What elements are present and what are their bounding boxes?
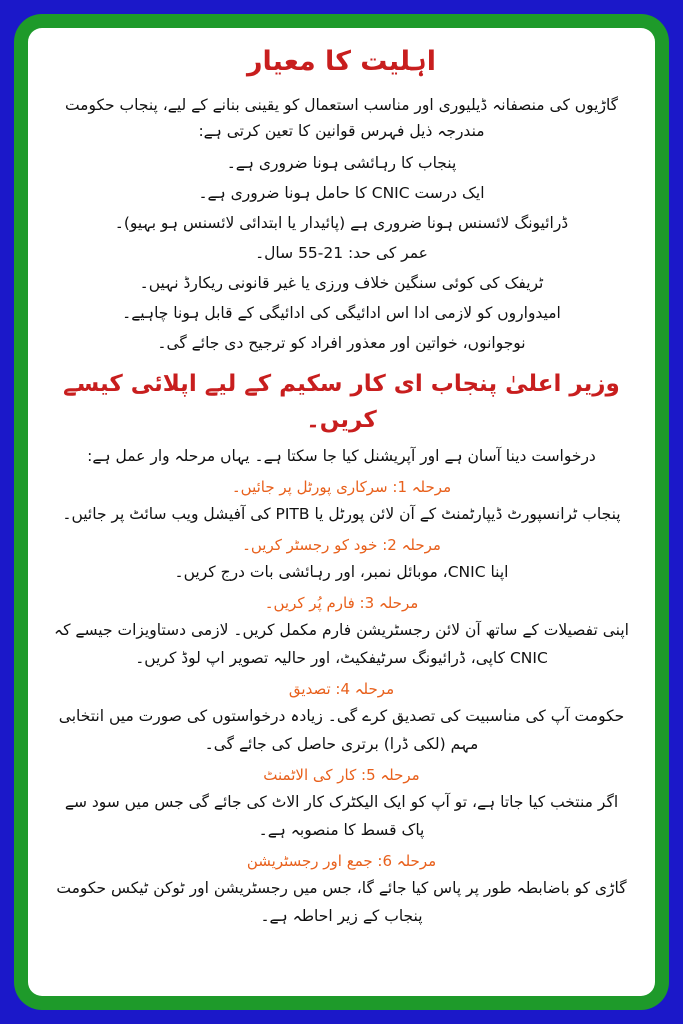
step-title: مرحلہ 1: سرکاری پورٹل پر جائیں۔ bbox=[231, 478, 452, 496]
steps-list bbox=[46, 474, 637, 930]
page-title: اہلیت کا معیار bbox=[247, 46, 436, 77]
apply-intro: درخواست دینا آسان ہے اور آپریشنل کیا جا سکتا ہے۔ یہاں مرحلہ وار عمل ہے: bbox=[87, 447, 596, 465]
criteria-item: ٹریفک کی کوئی سنگین خلاف ورزی یا غیر قانونی ریکارڈ نہیں۔ bbox=[139, 274, 544, 292]
criteria-item: پنجاب کا رہائشی ہونا ضروری ہے۔ bbox=[226, 154, 457, 172]
step-title: مرحلہ 5: کار کی الاٹمنٹ bbox=[263, 766, 420, 784]
step-title: مرحلہ 2: خود کو رجسٹر کریں۔ bbox=[242, 536, 441, 554]
criteria-item: ڈرائیونگ لائسنس ہونا ضروری ہے (پائیدار یا ابتدائی لائسنس ہو بہیو)۔ bbox=[114, 214, 569, 232]
criteria-item: امیدواروں کو لازمی ادا اس ادائیگی کی ادائیگی کے قابل ہونا چاہیے۔ bbox=[122, 304, 561, 322]
criteria-item: نوجوانوں، خواتین اور معذور افراد کو ترجیح دی جائے گی۔ bbox=[157, 334, 526, 352]
step-body: اپنا CNIC، موبائل نمبر، اور رہائشی بات درج کریں۔ bbox=[174, 563, 509, 581]
content bbox=[28, 28, 655, 930]
step-body: اگر منتخب کیا جاتا ہے، تو آپ کو ایک الیکٹرک کار الاٹ کی جائے گی جس میں سود سے پاک قسط کا منصوبہ ہے۔ bbox=[64, 793, 619, 839]
green-frame bbox=[14, 14, 669, 1010]
criteria-item: ایک درست CNIC کا حامل ہونا ضروری ہے۔ bbox=[198, 184, 485, 202]
criteria-list bbox=[46, 148, 637, 358]
intro-text: گاڑیوں کی منصفانہ ڈیلیوری اور مناسب استعمال کو یقینی بنانے کے لیے، پنجاب حکومت مندرجہ ذیل فہرس قوانین کا تعین کرتی ہے: bbox=[64, 96, 619, 140]
step-body: حکومت آپ کی مناسبیت کی تصدیق کرے گی۔ زیادہ درخواستوں کی صورت میں انتخابی مہم (لکی ڈرا) برتری حاصل کی جائے گی۔ bbox=[58, 707, 625, 753]
step-body: اپنی تفصیلات کے ساتھ آن لائن رجسٹریشن فارم مکمل کریں۔ لازمی دستاویزات جیسے کہ CNIC کاپی، ڈرائیونگ سرٹیفکیٹ، اور حالیہ تصویر اپ لوڈ کریں۔ bbox=[54, 621, 629, 667]
criteria-item: عمر کی حد: 21-55 سال۔ bbox=[255, 244, 428, 262]
step-title: مرحلہ 3: فارم پُر کریں۔ bbox=[264, 594, 419, 612]
step-title: مرحلہ 4: تصدیق bbox=[288, 680, 395, 698]
step-title: مرحلہ 6: جمع اور رجسٹریشن bbox=[246, 852, 437, 870]
step-body: پنجاب ٹرانسپورٹ ڈیپارٹمنٹ کے آن لائن پورٹل یا PITB کی آفیشل ویب سائٹ پر جائیں۔ bbox=[62, 505, 621, 523]
step-body: گاڑی کو باضابطہ طور پر پاس کیا جائے گا، جس میں رجسٹریشن اور ٹوکن ٹیکس حکومت پنجاب کے زیر احاطہ ہے۔ bbox=[56, 879, 627, 925]
apply-heading: وزیر اعلیٰ پنجاب ای کار سکیم کے لیے اپلائی کیسے کریں۔ bbox=[63, 371, 620, 433]
content-card bbox=[28, 28, 655, 996]
